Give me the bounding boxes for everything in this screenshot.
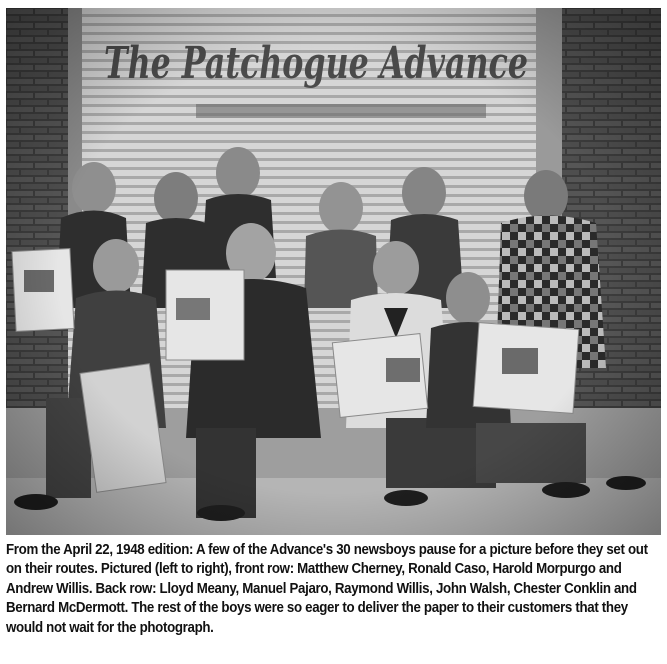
newsboys-photograph xyxy=(6,8,661,535)
photo-caption: From the April 22, 1948 edition: A few of the Advance's 30 newsboys pause for a picture before they set out on their routes. Pictured (left to right), front row: Matthew Cherney, Ronald Caso, Harold Morpurgo and Andrew Willis. Back row: Lloyd Meany, Manuel Pajaro, Raymond Willis, John Walsh, Chester Conklin and Bernard McDermott. The rest of the boys were so eager to deliver the paper to their customers that they would not wait for the photograph. xyxy=(6,542,648,636)
photo-illustration xyxy=(6,8,661,535)
